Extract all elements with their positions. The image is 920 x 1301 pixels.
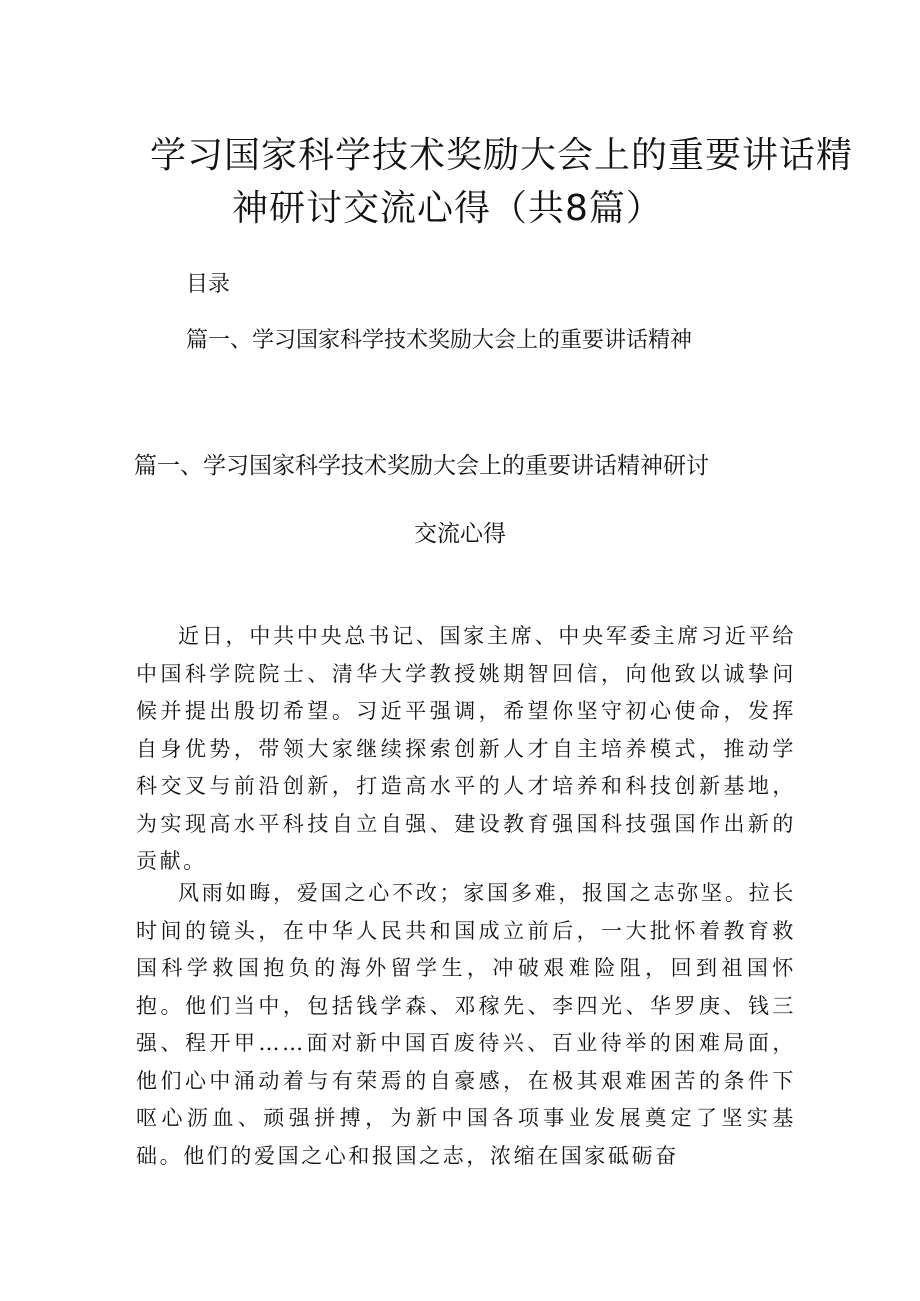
- body-paragraph: 风雨如晦，爱国之心不改；家国多难，报国之志弥坚。拉长时间的镜头，在中华人民共和国成立前后，一大批怀着教育救国科学救国抱负的海外留学生，冲破艰难险阻，回到祖国怀抱。他们当中，包括钱学森、邓稼先、李四光、华罗庚、钱三强、程开甲……面对新中国百废待兴、百业待举的困难局面，他们心中涌动着与有荣焉的自豪感，在极其艰难困苦的条件下呕心沥血、顽强拼搏，为新中国各项事业发展奠定了坚实基础。他们的爱国之心和报国之志，浓缩在国家砥砺奋: [136, 881, 796, 1168]
- body-paragraph: 近日，中共中央总书记、国家主席、中央军委主席习近平给中国科学院院士、清华大学教授姚期智回信，向他致以诚挚问候并提出殷切希望。习近平强调，希望你坚守初心使命，发挥自身优势，带领大家继续探索创新人才自主培养模式，推动学科交叉与前沿创新，打造高水平的人才培养和科技创新基地，为实现高水平科技自立自强、建设教育强国科技强国作出新的贡献。: [136, 624, 796, 873]
- section-heading-line-1: 篇一、学习国家科学技术奖励大会上的重要讲话精神研讨: [134, 453, 709, 479]
- toc-item[interactable]: 篇一、学习国家科学技术奖励大会上的重要讲话精神: [186, 328, 693, 353]
- section-heading-line-2: 交流心得: [414, 521, 506, 547]
- toc-label: 目录: [186, 272, 231, 297]
- document-title-line-2: 神研讨交流心得（共8篇）: [232, 188, 663, 229]
- document-title-line-1: 学习国家科学技术奖励大会上的重要讲话精: [150, 135, 854, 176]
